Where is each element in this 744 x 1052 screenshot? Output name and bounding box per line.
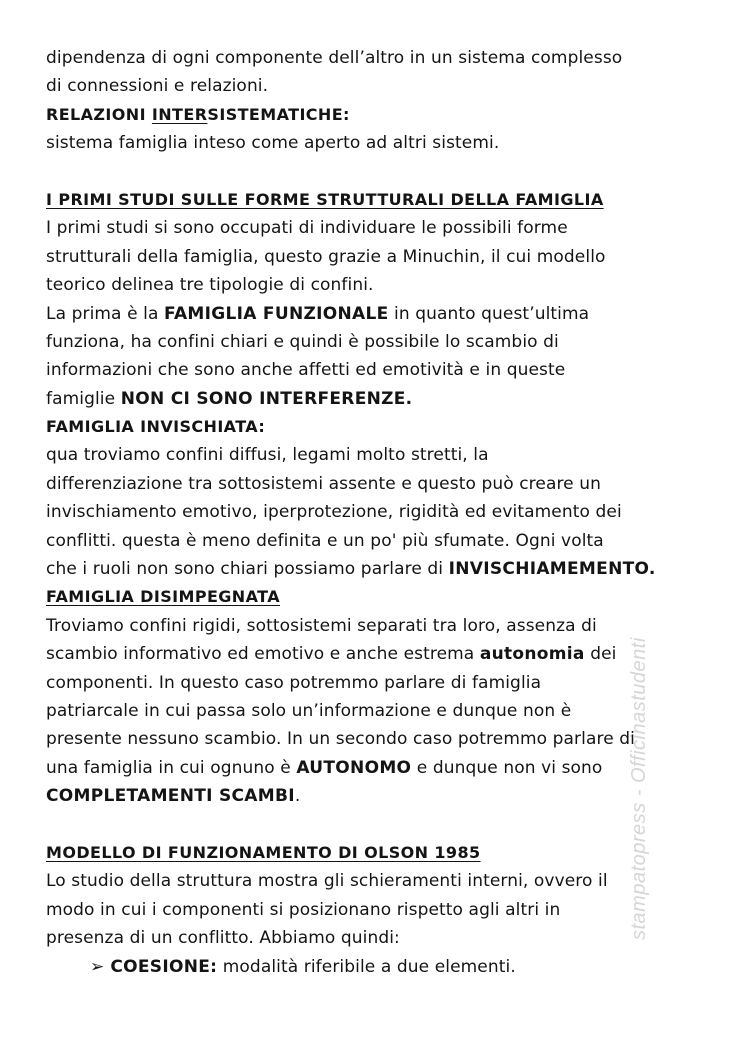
bold-term: NON CI SONO INTERFERENZE.	[120, 388, 413, 409]
text-line: qua troviamo confini diffusi, legami molto stretti, la	[46, 445, 489, 466]
heading-primi-studi: I PRIMI STUDI SULLE FORME STRUTTURALI DELLA FAMIGLIA	[46, 189, 604, 209]
blank-line	[46, 158, 726, 186]
document-page	[46, 44, 726, 981]
text-span: dei	[584, 644, 617, 665]
watermark: stampatopress - Officinastudenti	[628, 637, 650, 940]
text-line: differenziazione tra sottosistemi assente e questo può creare un	[46, 473, 601, 494]
text-line: patriarcale in cui passa solo un’informazione e dunque non è	[46, 700, 572, 721]
text-line: informazioni che sono anche affetti ed emotività e in queste	[46, 360, 566, 381]
text-line: invischiamento emotivo, iperprotezione, rigidità ed evitamento dei	[46, 502, 622, 523]
bold-term: COMPLETAMENTI SCAMBI	[46, 786, 295, 807]
heading-famiglia-invischiata: FAMIGLIA INVISCHIATA:	[46, 417, 266, 437]
heading-part: RELAZIONI	[46, 104, 152, 124]
heading-part: SISTEMATICHE:	[207, 104, 350, 124]
text-line: conflitti. questa è meno definita e un po' più sfumate. Ogni volta	[46, 530, 604, 551]
text-line	[46, 782, 726, 810]
text-line: componenti. In questo caso potremmo parlare di famiglia	[46, 672, 542, 693]
heading-part-underlined: INTER	[151, 104, 208, 124]
heading-famiglia-disimpegnata: FAMIGLIA DISIMPEGNATA	[46, 587, 280, 607]
text-line: funziona, ha confini chiari e quindi è possibile lo scambio di	[46, 331, 559, 352]
text-span: una famiglia in cui ognuno è	[46, 757, 297, 778]
text-span: che i ruoli non sono chiari possiamo parlare di	[46, 559, 449, 580]
text-line: strutturali della famiglia, questo grazie a Minuchin, il cui modello	[46, 246, 606, 267]
text-line	[46, 555, 726, 583]
text-line: presente nessuno scambio. In un secondo caso potremmo parlare di	[46, 729, 635, 750]
bold-term: INVISCHIAMEMENTO.	[448, 559, 656, 580]
text-line: Lo studio della struttura mostra gli schieramenti interni, ovvero il	[46, 871, 608, 892]
bold-term: autonomia	[479, 644, 585, 665]
blank-line	[46, 811, 726, 839]
text-span: in quanto quest’ultima	[388, 303, 590, 324]
bullet-item-coesione	[46, 953, 726, 981]
text-line: modo in cui i componenti si posizionano rispetto agli altri in	[46, 899, 561, 920]
bold-term: FAMIGLIA FUNZIONALE	[163, 303, 389, 324]
heading-modello-olson: MODELLO DI FUNZIONAMENTO DI OLSON 1985	[46, 842, 481, 862]
bold-term: AUTONOMO	[296, 757, 412, 778]
text-line	[46, 754, 726, 782]
arrow-bullet-icon: ➢	[90, 956, 105, 977]
text-line: di connessioni e relazioni.	[46, 76, 269, 97]
text-line: sistema famiglia inteso come aperto ad altri sistemi.	[46, 133, 500, 154]
text-line	[46, 640, 726, 668]
bold-term: COESIONE:	[110, 956, 218, 977]
text-line: dipendenza di ogni componente dell’altro in un sistema complesso	[46, 48, 623, 68]
text-line: presenza di un conflitto. Abbiamo quindi:	[46, 928, 400, 949]
text-span: e dunque non vi sono	[411, 757, 603, 778]
text-span: famiglie	[46, 388, 121, 409]
text-span: .	[294, 786, 301, 807]
text-line: Troviamo confini rigidi, sottosistemi separati tra loro, assenza di	[46, 615, 597, 636]
text-span: La prima è la	[46, 303, 164, 324]
text-line: teorico delinea tre tipologie di confini.	[46, 275, 374, 296]
text-line	[46, 385, 726, 413]
heading-relazioni-intersistematiche	[46, 101, 726, 129]
text-line	[46, 300, 726, 328]
text-span: modalità riferibile a due elementi.	[217, 956, 516, 977]
text-line: I primi studi si sono occupati di individuare le possibili forme	[46, 218, 568, 239]
text-span: scambio informativo ed emotivo e anche estrema	[46, 644, 480, 665]
